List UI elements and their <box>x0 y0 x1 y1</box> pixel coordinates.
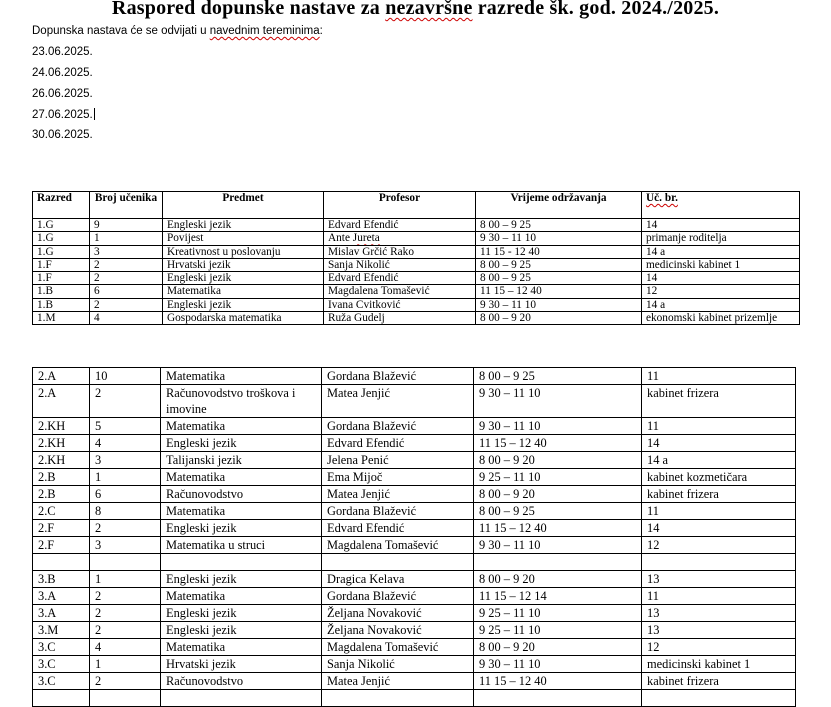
cell-razred: 3.C <box>33 656 90 673</box>
cell-broj-ucenika: 4 <box>90 435 161 452</box>
cell-predmet: Engleski jezik <box>161 622 322 639</box>
cell-ucionica <box>642 554 796 571</box>
table-row <box>33 656 796 673</box>
table-row <box>33 418 796 435</box>
cell-razred: 1.B <box>33 298 90 311</box>
cell-broj-ucenika <box>90 554 161 571</box>
cell-profesor: Gordana Blažević <box>322 503 474 520</box>
cell-broj-ucenika: 3 <box>90 245 163 258</box>
cell-razred: 2.F <box>33 520 90 537</box>
cell-predmet: Matematika u struci <box>161 537 322 554</box>
table-row <box>33 605 796 622</box>
cell-vrijeme: 9 30 – 11 10 <box>474 385 642 418</box>
cell-vrijeme <box>474 690 642 707</box>
cell-profesor: Ema Mijoč <box>322 469 474 486</box>
cell-vrijeme: 11 15 – 12 40 <box>474 673 642 690</box>
cell-profesor: Dragica Kelava <box>322 571 474 588</box>
cell-ucionica: ekonomski kabinet prizemlje <box>642 312 800 325</box>
cell-vrijeme: 8 00 – 9 20 <box>474 571 642 588</box>
cell-vrijeme: 11 15 – 12 40 <box>476 285 642 298</box>
cell-ucionica: 14 a <box>642 245 800 258</box>
cell-ucionica: 11 <box>642 503 796 520</box>
cell-profesor: Jelena Penić <box>322 452 474 469</box>
cell-predmet: Povijest <box>163 232 324 245</box>
cell-profesor: Edvard Efendić <box>322 435 474 452</box>
cell-predmet: Matematika <box>161 503 322 520</box>
date-3: 26.06.2025. <box>32 88 93 100</box>
table-row <box>33 537 796 554</box>
cell-razred: 3.B <box>33 571 90 588</box>
cell-ucionica: 14 a <box>642 298 800 311</box>
text-cursor <box>94 108 95 120</box>
cell-razred: 1.M <box>33 312 90 325</box>
table-row <box>33 368 796 385</box>
cell-vrijeme: 8 00 – 9 20 <box>474 452 642 469</box>
table-row <box>33 690 796 707</box>
table-row <box>33 588 796 605</box>
cell-profesor <box>322 554 474 571</box>
cell-vrijeme: 11 15 – 12 14 <box>474 588 642 605</box>
cell-ucionica: 12 <box>642 639 796 656</box>
cell-profesor: Edvard Efendić <box>324 219 476 232</box>
cell-razred: 2.C <box>33 503 90 520</box>
cell-razred: 1.B <box>33 285 90 298</box>
cell-vrijeme: 9 25 – 11 10 <box>474 605 642 622</box>
date-1: 23.06.2025. <box>32 46 93 58</box>
cell-vrijeme: 9 25 – 11 10 <box>474 469 642 486</box>
cell-predmet <box>161 554 322 571</box>
header-profesor: Profesor <box>324 192 476 219</box>
cell-profesor: Ivana Cvitković <box>324 298 476 311</box>
cell-ucionica: 14 <box>642 520 796 537</box>
cell-broj-ucenika: 3 <box>90 452 161 469</box>
cell-predmet: Engleski jezik <box>161 571 322 588</box>
cell-broj-ucenika: 8 <box>90 503 161 520</box>
cell-profesor: Matea Jenjić <box>322 673 474 690</box>
cell-predmet: Matematika <box>161 639 322 656</box>
date-2: 24.06.2025. <box>32 67 93 79</box>
cell-broj-ucenika: 2 <box>90 298 163 311</box>
table-row <box>33 285 800 298</box>
cell-profesor: Sanja Nikolić <box>324 258 476 271</box>
cell-vrijeme: 8 00 – 9 20 <box>474 639 642 656</box>
table-row <box>33 469 796 486</box>
cell-broj-ucenika: 2 <box>90 673 161 690</box>
title-underlined-word: nezavršne <box>385 0 473 19</box>
cell-profesor: Mislav Grčić Rako <box>324 245 476 258</box>
cell-ucionica: 11 <box>642 588 796 605</box>
cell-predmet: Računovodstvo <box>161 486 322 503</box>
cell-broj-ucenika: 2 <box>90 272 163 285</box>
cell-vrijeme: 8 00 – 9 20 <box>474 486 642 503</box>
cell-broj-ucenika: 2 <box>90 588 161 605</box>
cell-razred: 3.C <box>33 673 90 690</box>
cell-profesor: Matea Jenjić <box>322 385 474 418</box>
date-4-text: 27.06.2025. <box>32 109 93 121</box>
header-broj-ucenika: Broj učenika <box>90 192 163 219</box>
table-row <box>33 245 800 258</box>
date-5: 30.06.2025. <box>32 129 93 141</box>
cell-predmet: Hrvatski jezik <box>163 258 324 271</box>
cell-profesor: Magdalena Tomašević <box>324 285 476 298</box>
cell-razred: 1.F <box>33 258 90 271</box>
cell-predmet: Kreativnost u poslovanju <box>163 245 324 258</box>
cell-vrijeme: 9 30 – 11 10 <box>476 232 642 245</box>
table-row <box>33 622 796 639</box>
cell-predmet: Matematika <box>163 285 324 298</box>
cell-profesor: Magdalena Tomašević <box>322 639 474 656</box>
cell-broj-ucenika: 2 <box>90 622 161 639</box>
cell-predmet: Matematika <box>161 368 322 385</box>
date-4 <box>32 108 95 121</box>
cell-broj-ucenika: 1 <box>90 232 163 245</box>
table-row <box>33 312 800 325</box>
cell-ucionica: primanje roditelja <box>642 232 800 245</box>
cell-broj-ucenika: 1 <box>90 571 161 588</box>
cell-predmet: Engleski jezik <box>163 298 324 311</box>
cell-ucionica: kabinet kozmetičara <box>642 469 796 486</box>
table-row <box>33 639 796 656</box>
intro-part1: Dopunska nastava će se odvijati u <box>32 25 210 37</box>
cell-ucionica: 11 <box>642 368 796 385</box>
cell-predmet: Računovodstvo troškova i imovine <box>161 385 322 418</box>
cell-vrijeme: 8 00 – 9 25 <box>476 272 642 285</box>
cell-vrijeme <box>474 554 642 571</box>
cell-ucionica: medicinski kabinet 1 <box>642 656 796 673</box>
cell-profesor: Gordana Blažević <box>322 588 474 605</box>
cell-ucionica: kabinet frizera <box>642 673 796 690</box>
header-vrijeme: Vrijeme održavanja <box>476 192 642 219</box>
header-razred: Razred <box>33 192 90 219</box>
cell-broj-ucenika: 1 <box>90 656 161 673</box>
cell-razred: 2.KH <box>33 418 90 435</box>
cell-predmet: Talijanski jezik <box>161 452 322 469</box>
table-row <box>33 571 796 588</box>
cell-broj-ucenika: 2 <box>90 385 161 418</box>
cell-ucionica: 12 <box>642 285 800 298</box>
cell-vrijeme: 8 00 – 9 25 <box>474 503 642 520</box>
cell-ucionica: 14 <box>642 435 796 452</box>
cell-vrijeme: 8 00 – 9 20 <box>476 312 642 325</box>
table-row <box>33 452 796 469</box>
cell-broj-ucenika: 10 <box>90 368 161 385</box>
cell-razred: 2.F <box>33 537 90 554</box>
cell-predmet: Matematika <box>161 588 322 605</box>
table2-body <box>33 368 796 707</box>
cell-ucionica: 12 <box>642 537 796 554</box>
cell-vrijeme: 11 15 – 12 40 <box>474 435 642 452</box>
cell-broj-ucenika: 2 <box>90 520 161 537</box>
cell-predmet <box>161 690 322 707</box>
cell-profesor: Gordana Blažević <box>322 368 474 385</box>
cell-razred: 1.G <box>33 219 90 232</box>
cell-predmet: Engleski jezik <box>163 219 324 232</box>
cell-razred <box>33 554 90 571</box>
cell-predmet: Engleski jezik <box>161 435 322 452</box>
title-part1: Raspored dopunske nastave za <box>111 0 386 19</box>
cell-profesor: Gordana Blažević <box>322 418 474 435</box>
cell-predmet: Engleski jezik <box>161 605 322 622</box>
cell-predmet: Engleski jezik <box>161 520 322 537</box>
cell-profesor: Željana Novaković <box>322 605 474 622</box>
cell-razred: 3.A <box>33 605 90 622</box>
cell-razred: 2.A <box>33 385 90 418</box>
cell-broj-ucenika: 3 <box>90 537 161 554</box>
cell-razred <box>33 690 90 707</box>
table-header-row <box>33 192 800 219</box>
cell-predmet: Hrvatski jezik <box>161 656 322 673</box>
cell-razred: 2.A <box>33 368 90 385</box>
cell-vrijeme: 8 00 – 9 25 <box>474 368 642 385</box>
table1-body <box>33 219 800 325</box>
cell-vrijeme: 9 30 – 11 10 <box>476 298 642 311</box>
cell-predmet: Engleski jezik <box>163 272 324 285</box>
intro-text <box>32 25 323 37</box>
cell-profesor: Željana Novaković <box>322 622 474 639</box>
cell-broj-ucenika: 9 <box>90 219 163 232</box>
cell-razred: 1.F <box>33 272 90 285</box>
cell-ucionica: medicinski kabinet 1 <box>642 258 800 271</box>
table-row <box>33 435 796 452</box>
table-row <box>33 554 796 571</box>
cell-broj-ucenika: 4 <box>90 639 161 656</box>
cell-razred: 3.M <box>33 622 90 639</box>
cell-razred: 2.KH <box>33 452 90 469</box>
cell-ucionica: 14 a <box>642 452 796 469</box>
cell-ucionica: 14 <box>642 219 800 232</box>
table-row <box>33 258 800 271</box>
spellcheck-word: Jureta <box>352 232 380 245</box>
table-row <box>33 520 796 537</box>
header-uc-br: Uč. br. <box>642 192 800 219</box>
table-row <box>33 219 800 232</box>
title-part2: razrede šk. god. 2024./2025. <box>472 0 720 19</box>
cell-vrijeme: 11 15 - 12 40 <box>476 245 642 258</box>
table-row <box>33 232 800 245</box>
cell-ucionica <box>642 690 796 707</box>
cell-vrijeme: 9 25 – 11 10 <box>474 622 642 639</box>
table-row <box>33 486 796 503</box>
cell-razred: 2.B <box>33 486 90 503</box>
cell-vrijeme: 9 30 – 11 10 <box>474 418 642 435</box>
cell-vrijeme: 9 30 – 11 10 <box>474 537 642 554</box>
cell-razred: 1.G <box>33 232 90 245</box>
table-row <box>33 272 800 285</box>
cell-razred: 3.A <box>33 588 90 605</box>
cell-razred: 2.B <box>33 469 90 486</box>
cell-broj-ucenika: 2 <box>90 258 163 271</box>
cell-razred: 1.G <box>33 245 90 258</box>
cell-profesor: Magdalena Tomašević <box>322 537 474 554</box>
cell-predmet: Računovodstvo <box>161 673 322 690</box>
cell-vrijeme: 9 30 – 11 10 <box>474 656 642 673</box>
cell-vrijeme: 11 15 – 12 40 <box>474 520 642 537</box>
cell-razred: 3.C <box>33 639 90 656</box>
cell-broj-ucenika: 2 <box>90 605 161 622</box>
table-row <box>33 385 796 418</box>
header-predmet: Predmet <box>163 192 324 219</box>
cell-profesor: Ante Jureta <box>324 232 476 245</box>
schedule-table-first-year <box>32 191 800 325</box>
cell-ucionica: 14 <box>642 272 800 285</box>
cell-profesor: Matea Jenjić <box>322 486 474 503</box>
cell-predmet: Matematika <box>161 469 322 486</box>
cell-broj-ucenika: 4 <box>90 312 163 325</box>
document-title <box>0 0 831 20</box>
cell-predmet: Gospodarska matematika <box>163 312 324 325</box>
cell-broj-ucenika: 5 <box>90 418 161 435</box>
cell-broj-ucenika: 1 <box>90 469 161 486</box>
intro-part2: : <box>319 25 323 37</box>
cell-ucionica: kabinet frizera <box>642 486 796 503</box>
cell-profesor: Edvard Efendić <box>322 520 474 537</box>
cell-profesor <box>322 690 474 707</box>
cell-ucionica: 13 <box>642 622 796 639</box>
cell-vrijeme: 8 00 – 9 25 <box>476 219 642 232</box>
table-row <box>33 673 796 690</box>
cell-profesor: Edvard Efendić <box>324 272 476 285</box>
cell-profesor: Sanja Nikolić <box>322 656 474 673</box>
cell-broj-ucenika <box>90 690 161 707</box>
cell-predmet: Matematika <box>161 418 322 435</box>
cell-ucionica: 11 <box>642 418 796 435</box>
table-row <box>33 298 800 311</box>
schedule-table-upper-years <box>32 367 796 707</box>
intro-underlined: navednim tereminima <box>209 25 320 37</box>
cell-vrijeme: 8 00 – 9 25 <box>476 258 642 271</box>
cell-ucionica: 13 <box>642 571 796 588</box>
cell-broj-ucenika: 6 <box>90 486 161 503</box>
table-row <box>33 503 796 520</box>
cell-ucionica: kabinet frizera <box>642 385 796 418</box>
cell-profesor: Ruža Gudelj <box>324 312 476 325</box>
cell-razred: 2.KH <box>33 435 90 452</box>
cell-ucionica: 13 <box>642 605 796 622</box>
cell-broj-ucenika: 6 <box>90 285 163 298</box>
